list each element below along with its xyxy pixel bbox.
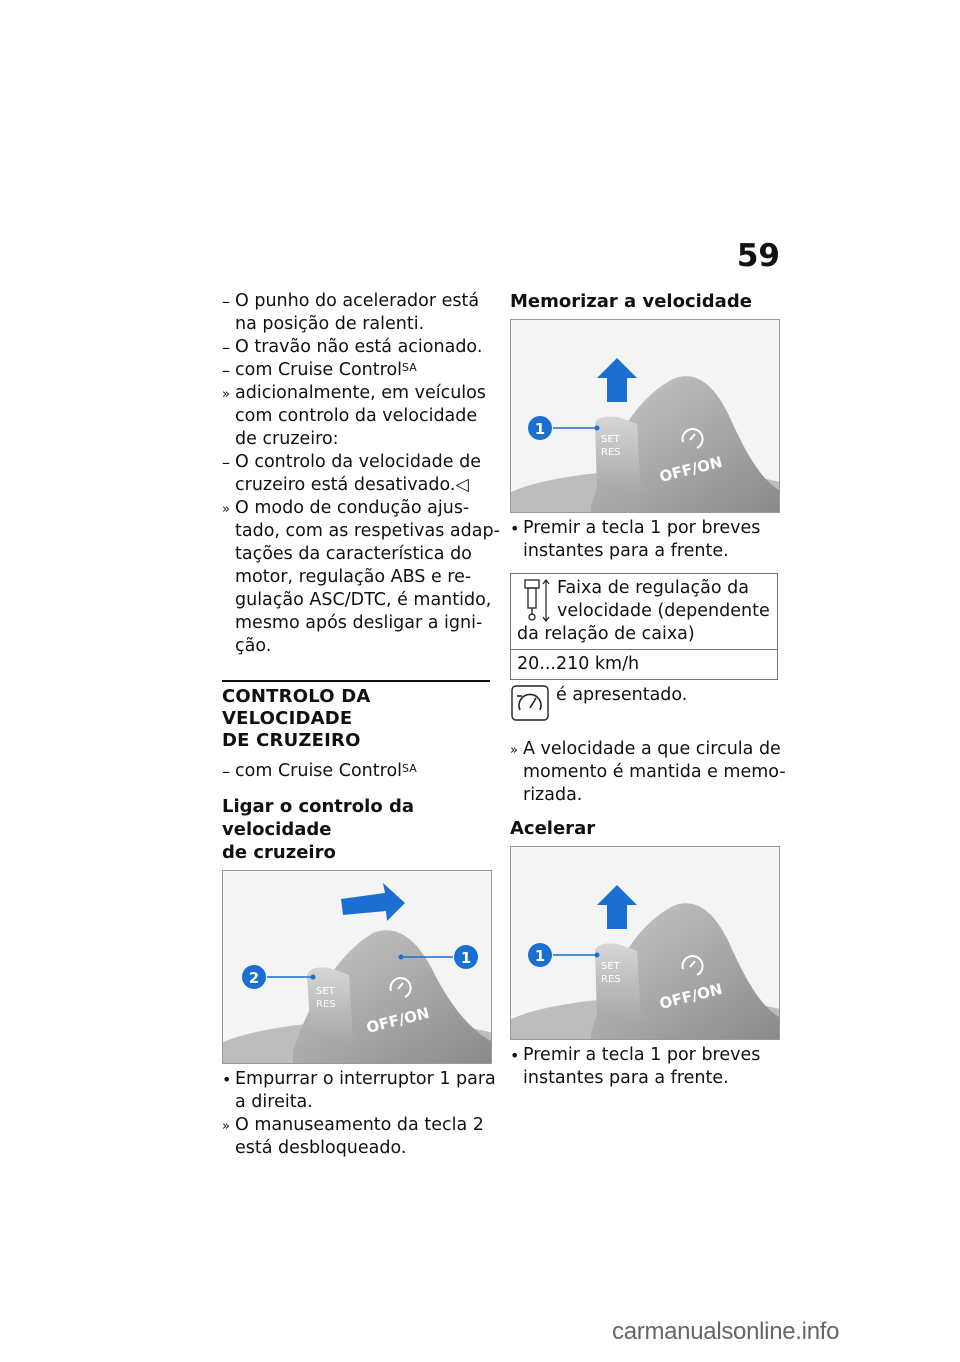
figure-switch-right <box>222 870 492 1064</box>
text: com Cruise Control <box>235 360 403 380</box>
note-item-cont <box>222 520 500 543</box>
text: na posição de ralenti. <box>235 314 425 334</box>
res-label: RES <box>601 447 621 458</box>
bullet-item-cont <box>510 540 780 563</box>
bullet-item-cont <box>510 1067 780 1090</box>
text: mesmo após desligar a igni- <box>235 613 483 633</box>
note-item-cont <box>222 589 490 612</box>
section-title: CONTROLO DA VELOCIDADE <box>222 686 371 729</box>
text: Premir a tecla 1 por breves <box>523 1045 761 1065</box>
text: motor, regulação ABS e re- <box>235 567 472 587</box>
text: de cruzeiro: <box>235 429 339 449</box>
bullet-item: • Empurrar o interruptor 1 para <box>222 1069 496 1089</box>
text: momento é mantida e memo- <box>523 762 786 782</box>
note-item-cont <box>222 428 490 451</box>
result-item-cont <box>510 761 786 784</box>
callout-dot <box>311 975 316 980</box>
text: com Cruise Control <box>235 761 403 781</box>
switch-illustration <box>511 320 779 512</box>
bullet-item-cont <box>222 1091 490 1114</box>
condition-item-cont <box>222 313 490 336</box>
note-item: » O modo de condução ajus- <box>222 498 470 518</box>
page-number: 59 <box>736 238 780 274</box>
text: é apresentado. <box>556 685 688 705</box>
callout-1-number: 1 <box>460 949 472 967</box>
note-item-cont <box>222 405 490 428</box>
section-divider <box>222 680 490 682</box>
text: velocidade (dependente <box>557 601 770 621</box>
offon-label: OFF/ON <box>364 1003 432 1037</box>
switch-illustration <box>223 871 491 1063</box>
text: rizada. <box>523 785 583 805</box>
set-label: SET <box>316 986 335 997</box>
callout-2-number: 2 <box>248 969 260 987</box>
callout-dot <box>399 955 404 960</box>
text: O modo de condução ajus- <box>235 498 470 518</box>
right-column <box>510 290 786 1090</box>
text: O manuseamento da tecla 2 <box>235 1115 484 1135</box>
callout-1-number: 1 <box>534 947 546 965</box>
left-column <box>222 290 500 1160</box>
note-item: » adicionalmente, em veículos <box>222 383 486 403</box>
text: adicionalmente, em veículos <box>235 383 486 403</box>
callout-dot <box>595 426 600 431</box>
offon-label: OFF/ON <box>657 979 725 1013</box>
result-item: » A velocidade a que circula de <box>510 739 781 759</box>
result-item-cont <box>222 1137 490 1160</box>
figure-switch-forward <box>510 319 780 513</box>
text: O controlo da velocidade de <box>235 452 481 472</box>
condition-item-cont <box>222 474 490 497</box>
res-label: RES <box>316 999 336 1010</box>
text: ção. <box>235 636 272 656</box>
text: O punho do acelerador está <box>235 291 480 311</box>
section-title: DE CRUZEIRO <box>222 730 361 751</box>
text: com controlo da velocidade <box>235 406 478 426</box>
text: instantes para a frente. <box>523 1068 729 1088</box>
cruise-control-display-icon <box>510 684 556 724</box>
set-label: SET <box>601 961 620 972</box>
text: A velocidade a que circula de <box>523 739 781 759</box>
note-item-cont <box>222 543 490 566</box>
switch-illustration <box>511 847 779 1039</box>
condition-item: – O travão não está acionado. <box>222 337 483 357</box>
text: está desbloqueado. <box>235 1138 407 1158</box>
text: Faixa de regulação da <box>557 578 749 598</box>
condition-item: – O punho do acelerador está <box>222 291 480 311</box>
note-item-cont <box>222 635 490 658</box>
text: gulação ASC/DTC, é mantido, <box>235 590 492 610</box>
text: a direita. <box>235 1092 313 1112</box>
subheading: Acelerar <box>510 818 596 839</box>
note-item-cont <box>222 566 490 589</box>
display-indicator-row <box>510 684 780 724</box>
bullet-item: • Premir a tecla 1 por breves <box>510 1045 761 1065</box>
speed-range-value-cell: 20...210 km/h <box>511 650 778 680</box>
watermark: carmanualsonline.info <box>612 1318 840 1345</box>
speed-range-table <box>510 573 778 680</box>
subheading: de cruzeiro <box>222 842 336 863</box>
offon-label: OFF/ON <box>657 452 725 486</box>
condition-item: – com Cruise Control$^{SA}$ <box>222 360 417 380</box>
figure-switch-forward-2 <box>510 846 780 1040</box>
bullet-item: • Premir a tecla 1 por breves <box>510 518 761 538</box>
result-item: » O manuseamento da tecla 2 <box>222 1115 484 1135</box>
sa-superscript: SA <box>402 361 417 374</box>
subheading: Ligar o controlo da velocidade <box>222 796 414 840</box>
callout-1-number: 1 <box>534 420 546 438</box>
condition-item: – O controlo da velocidade de <box>222 452 481 472</box>
subheading: Memorizar a velocidade <box>510 291 752 312</box>
text: tado, com as respetivas adap- <box>235 521 500 541</box>
speed-range-label-cell <box>511 574 778 650</box>
text: da relação de caixa) <box>517 624 695 644</box>
sa-superscript: SA <box>402 762 417 775</box>
text: Premir a tecla 1 por breves <box>523 518 761 538</box>
callout-dot <box>595 953 600 958</box>
text: tações da característica do <box>235 544 472 564</box>
note-item-cont <box>222 612 490 635</box>
text: Empurrar o interruptor 1 para <box>235 1069 496 1089</box>
text: cruzeiro está desativado.◁ <box>235 475 469 495</box>
speedometer-gauge-icon <box>517 577 557 623</box>
text: O travão não está acionado. <box>235 337 483 357</box>
result-item-cont <box>510 784 780 807</box>
res-label: RES <box>601 974 621 985</box>
condition-item: – com Cruise Control$^{SA}$ <box>222 761 417 781</box>
set-label: SET <box>601 434 620 445</box>
text: instantes para a frente. <box>523 541 729 561</box>
